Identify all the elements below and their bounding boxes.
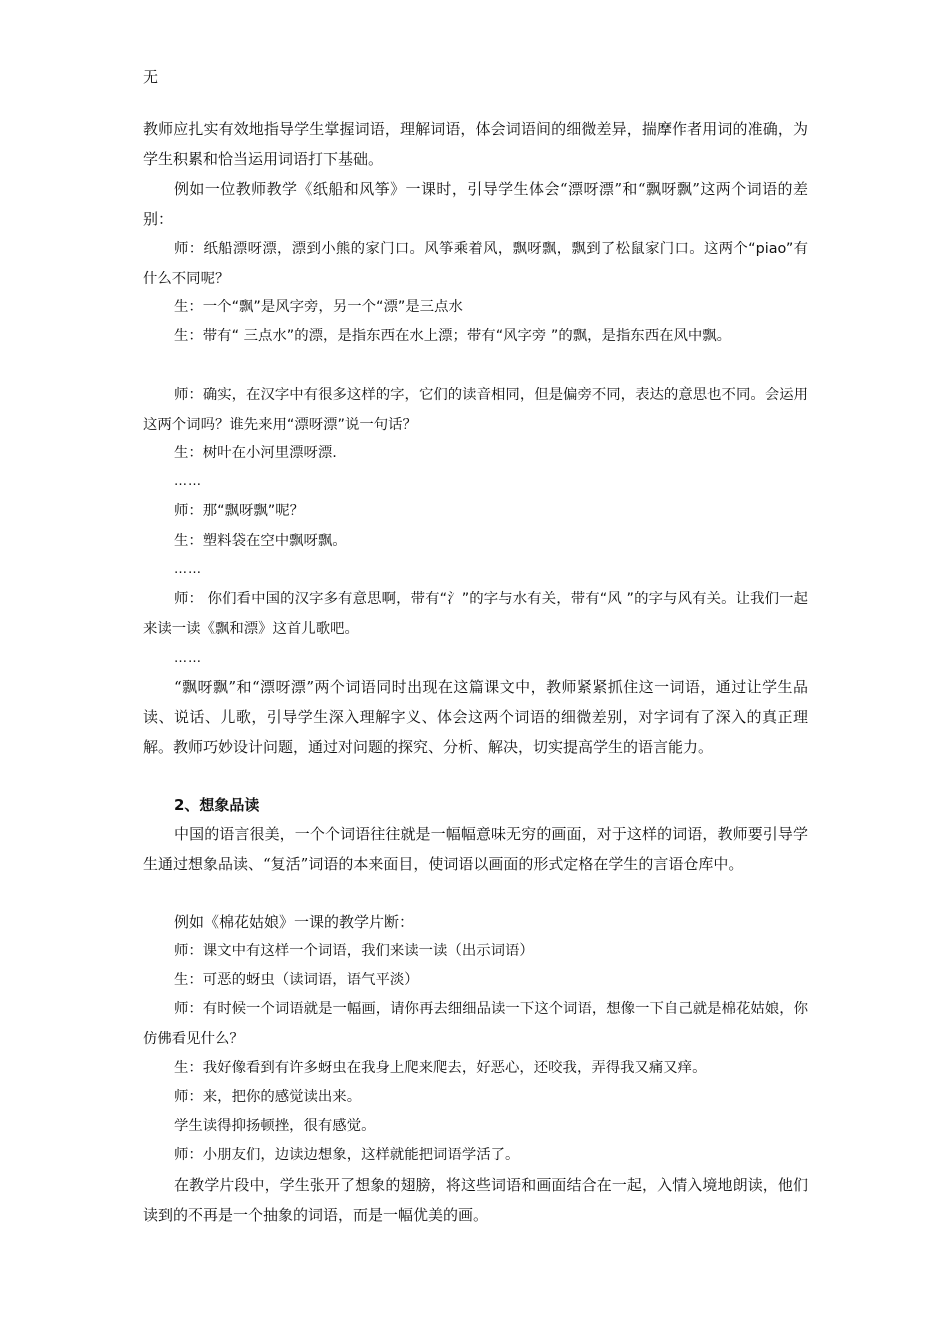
paragraph-6: 在教学片段中，学生张开了想象的翅膀，将这些词语和画面结合在一起，入情入境地朗读，他们读到的不再是一个抽象的词语，而是一幅优美的画。 — [143, 1176, 808, 1224]
dialogue-line-12: 生：我好像看到有许多蚜虫在我身上爬来爬去，好恶心，还咬我，弄得我又痛又痒。 — [174, 1060, 707, 1076]
paragraph-5: 例如《棉花姑娘》一课的教学片断： — [174, 913, 415, 931]
dialogue-line-9: 师：课文中有这样一个词语，我们来读一读（出示词语） — [174, 943, 534, 959]
paragraph-3: “飘呀飘”和“漂呀漂”两个词语同时出现在这篇课文中，教师紧紧抓住这一词语，通过让学生品读、说话、儿歌，引导学生深入理解字义、体会这两个词语的细微差别，对字词有了深入的真正理解。教师巧妙设计问题，通过对问题的探究、分析、解决，切实提高学生的语言能力。 — [143, 678, 808, 756]
dialogue-line-13: 师：来，把你的感觉读出来。 — [174, 1089, 362, 1105]
dialogue-line-10: 生：可恶的蚜虫（读词语，语气平淡） — [174, 972, 419, 988]
dialogue-line-11: 师：有时候一个词语就是一幅画，请你再去细细品读一下这个词语，想像一下自己就是棉花姑娘，你仿佛看见什么？ — [143, 1001, 808, 1047]
paragraph-1: 教师应扎实有效地指导学生掌握词语，理解词语，体会词语间的细微差异，揣摩作者用词的准确，为学生积累和恰当运用词语打下基础。 — [143, 120, 808, 168]
ellipsis-3: …… — [174, 651, 202, 666]
dialogue-line-6: 师：那“飘呀飘”呢？ — [174, 503, 305, 519]
section-heading: 2、想象品读 — [174, 796, 260, 814]
dialogue-line-4: 师：确实，在汉字中有很多这样的字，它们的读音相同，但是偏旁不同，表达的意思也不同。会运用这两个词吗？谁先来用“漂呀漂”说一句话？ — [143, 387, 808, 433]
ellipsis-1: …… — [174, 474, 202, 489]
dialogue-line-8: 师： 你们看中国的汉字多有意思啊，带有“氵”的字与水有关，带有“风 ”的字与风有关。让我们一起来读一读《飘和漂》这首儿歌吧。 — [143, 591, 808, 637]
dialogue-line-1: 师：纸船漂呀漂，漂到小熊的家门口。风筝乘着风，飘呀飘，飘到了松鼠家门口。这两个“piao”有什么不同呢？ — [143, 241, 808, 287]
paragraph-2: 例如一位教师教学《纸船和风筝》一课时，引导学生体会“漂呀漂”和“飘呀飘”这两个词语的差别： — [143, 180, 808, 228]
dialogue-line-7: 生：塑料袋在空中飘呀飘。 — [174, 533, 347, 549]
dialogue-line-3: 生：带有“ 三点水”的漂，是指东西在水上漂；带有“风字旁 ”的飘，是指东西在风中飘。 — [174, 328, 732, 344]
dialogue-line-14: 学生读得抑扬顿挫，很有感觉。 — [174, 1118, 376, 1134]
dialogue-line-2: 生：一个“飘”是风字旁，另一个“漂”是三点水 — [174, 299, 463, 315]
dialogue-line-15: 师：小朋友们，边读边想象，这样就能把词语学活了。 — [174, 1147, 520, 1163]
ellipsis-2: …… — [174, 562, 202, 577]
top-fragment: 无 — [143, 68, 159, 86]
dialogue-line-5: 生：树叶在小河里漂呀漂. — [174, 445, 337, 461]
paragraph-4: 中国的语言很美，一个个词语往往就是一幅幅意味无穷的画面，对于这样的词语，教师要引导学生通过想象品读、“复活”词语的本来面目，使词语以画面的形式定格在学生的言语仓库中。 — [143, 825, 808, 873]
